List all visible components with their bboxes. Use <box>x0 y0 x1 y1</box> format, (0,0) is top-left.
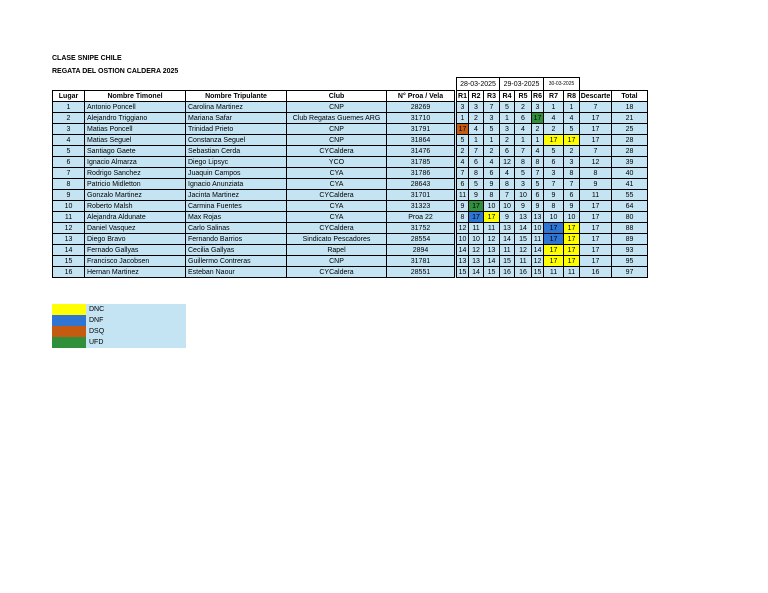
race-cell-r8: 4 <box>564 113 580 124</box>
tripulante-cell: Carmina Fuentes <box>186 201 287 212</box>
race-cell-r6: 6 <box>532 190 544 201</box>
table-row <box>53 234 648 245</box>
race-cell-r1: 7 <box>457 168 469 179</box>
total-cell: 97 <box>612 267 648 278</box>
table-row <box>53 267 648 278</box>
tripulante-cell: Trinidad Prieto <box>186 124 287 135</box>
timonel-cell: Matias Poncell <box>85 124 186 135</box>
descarte-cell: 7 <box>580 102 612 113</box>
club-cell: CNP <box>287 102 387 113</box>
descarte-cell: 17 <box>580 223 612 234</box>
race-cell-r3: 2 <box>484 146 500 157</box>
legend-swatch <box>52 326 86 337</box>
race-cell-r6: 8 <box>532 157 544 168</box>
race-cell-r2: 17 <box>469 201 484 212</box>
timonel-cell: Antonio Poncell <box>85 102 186 113</box>
race-cell-r4: 10 <box>500 201 515 212</box>
race-cell-r4: 4 <box>500 168 515 179</box>
race-cell-r5: 1 <box>515 135 532 146</box>
descarte-cell: 8 <box>580 168 612 179</box>
race-cell-r5: 7 <box>515 146 532 157</box>
race-cell-r8: 11 <box>564 267 580 278</box>
lugar-cell: 13 <box>53 234 85 245</box>
race-cell-r4: 12 <box>500 157 515 168</box>
total-cell: 28 <box>612 146 648 157</box>
race-cell-r5: 10 <box>515 190 532 201</box>
club-cell: CYCaldera <box>287 267 387 278</box>
timonel-cell: Santiago Gaete <box>85 146 186 157</box>
race-cell-r3: 17 <box>484 212 500 223</box>
tripulante-cell: Cecilia Gallyas <box>186 245 287 256</box>
proa-cell: Proa 22 <box>387 212 455 223</box>
proa-cell: 31781 <box>387 256 455 267</box>
race-cell-r8: 10 <box>564 212 580 223</box>
timonel-cell: Francisco Jacobsen <box>85 256 186 267</box>
legend-label: DNC <box>89 306 105 313</box>
legend-item <box>52 304 186 315</box>
table-row <box>53 157 648 168</box>
column-header-row <box>53 91 648 102</box>
proa-cell: 31701 <box>387 190 455 201</box>
race-cell-r3: 4 <box>484 157 500 168</box>
lugar-cell: 7 <box>53 168 85 179</box>
date-day-2: 29-03-2025 <box>500 78 544 91</box>
lugar-cell: 5 <box>53 146 85 157</box>
lugar-cell: 4 <box>53 135 85 146</box>
race-cell-r1: 13 <box>457 256 469 267</box>
tripulante-cell: Mariana Safar <box>186 113 287 124</box>
race-cell-r4: 15 <box>500 256 515 267</box>
race-cell-r7: 5 <box>544 146 564 157</box>
race-cell-r6: 2 <box>532 124 544 135</box>
total-cell: 25 <box>612 124 648 135</box>
descarte-cell: 17 <box>580 201 612 212</box>
table-row <box>53 179 648 190</box>
legend-item <box>52 315 186 326</box>
race-cell-r6: 5 <box>532 179 544 190</box>
lugar-cell: 2 <box>53 113 85 124</box>
proa-cell: 28269 <box>387 102 455 113</box>
total-cell: 28 <box>612 135 648 146</box>
race-cell-r4: 7 <box>500 190 515 201</box>
header-timonel: Nombre Timonel <box>85 91 186 102</box>
race-cell-r6: 3 <box>532 102 544 113</box>
header-r8: R8 <box>564 91 580 102</box>
tripulante-cell: Fernando Barrios <box>186 234 287 245</box>
total-cell: 88 <box>612 223 648 234</box>
header-total: Total <box>612 91 648 102</box>
race-cell-r2: 6 <box>469 157 484 168</box>
timonel-cell: Diego Bravo <box>85 234 186 245</box>
timonel-cell: Alejandro Triggiano <box>85 113 186 124</box>
race-cell-r6: 10 <box>532 223 544 234</box>
race-cell-r3: 11 <box>484 223 500 234</box>
race-cell-r2: 14 <box>469 267 484 278</box>
table-row <box>53 201 648 212</box>
race-cell-r5: 6 <box>515 113 532 124</box>
race-cell-r7: 17 <box>544 135 564 146</box>
header-r7: R7 <box>544 91 564 102</box>
club-cell: Rapel <box>287 245 387 256</box>
table-row <box>53 223 648 234</box>
proa-cell: 31476 <box>387 146 455 157</box>
descarte-cell: 17 <box>580 135 612 146</box>
race-cell-r2: 5 <box>469 179 484 190</box>
descarte-cell: 17 <box>580 113 612 124</box>
total-cell: 39 <box>612 157 648 168</box>
legend-swatch <box>52 304 86 315</box>
club-cell: CYCaldera <box>287 146 387 157</box>
race-cell-r3: 6 <box>484 168 500 179</box>
table-row <box>53 245 648 256</box>
race-cell-r7: 8 <box>544 201 564 212</box>
race-cell-r1: 4 <box>457 157 469 168</box>
race-cell-r7: 10 <box>544 212 564 223</box>
race-cell-r1: 12 <box>457 223 469 234</box>
race-cell-r4: 9 <box>500 212 515 223</box>
lugar-cell: 8 <box>53 179 85 190</box>
legend-label: DSQ <box>89 328 105 335</box>
race-cell-r7: 17 <box>544 256 564 267</box>
total-cell: 55 <box>612 190 648 201</box>
table-row <box>53 124 648 135</box>
race-cell-r2: 4 <box>469 124 484 135</box>
race-cell-r2: 17 <box>469 212 484 223</box>
header-r5: R5 <box>515 91 532 102</box>
timonel-cell: Rodrigo Sanchez <box>85 168 186 179</box>
race-cell-r1: 2 <box>457 146 469 157</box>
race-cell-r2: 13 <box>469 256 484 267</box>
table-row <box>53 212 648 223</box>
race-cell-r5: 8 <box>515 157 532 168</box>
timonel-cell: Daniel Vasquez <box>85 223 186 234</box>
tripulante-cell: Constanza Seguel <box>186 135 287 146</box>
race-cell-r7: 17 <box>544 245 564 256</box>
table-row <box>53 146 648 157</box>
race-cell-r5: 9 <box>515 201 532 212</box>
race-cell-r2: 12 <box>469 245 484 256</box>
club-cell: CNP <box>287 124 387 135</box>
document-title: CLASE SNIPE CHILE <box>52 55 122 62</box>
race-cell-r8: 5 <box>564 124 580 135</box>
header-r6: R6 <box>533 92 542 100</box>
club-cell: CNP <box>287 135 387 146</box>
results-table <box>52 77 648 278</box>
race-cell-r7: 17 <box>544 223 564 234</box>
header-club: Club <box>287 91 387 102</box>
race-cell-r5: 3 <box>515 179 532 190</box>
race-cell-r8: 8 <box>564 168 580 179</box>
lugar-cell: 6 <box>53 157 85 168</box>
descarte-cell: 16 <box>580 267 612 278</box>
proa-cell: 31752 <box>387 223 455 234</box>
header-proa: N° Proa / Vela <box>387 91 455 102</box>
race-cell-r8: 1 <box>564 102 580 113</box>
tripulante-cell: Ignacio Anunziata <box>186 179 287 190</box>
race-cell-r5: 4 <box>515 124 532 135</box>
race-cell-r2: 11 <box>469 223 484 234</box>
race-cell-r5: 5 <box>515 168 532 179</box>
race-cell-r7: 9 <box>544 190 564 201</box>
proa-cell: 28643 <box>387 179 455 190</box>
race-cell-r3: 1 <box>484 135 500 146</box>
race-cell-r7: 17 <box>544 234 564 245</box>
race-cell-r3: 14 <box>484 256 500 267</box>
race-cell-r1: 17 <box>457 124 469 135</box>
race-cell-r4: 8 <box>500 179 515 190</box>
race-cell-r7: 11 <box>544 267 564 278</box>
race-cell-r6: 17 <box>532 113 544 124</box>
timonel-cell: Patricio Midletton <box>85 179 186 190</box>
lugar-cell: 9 <box>53 190 85 201</box>
race-cell-r3: 9 <box>484 179 500 190</box>
table-row <box>53 102 648 113</box>
total-cell: 18 <box>612 102 648 113</box>
proa-cell: 2894 <box>387 245 455 256</box>
race-cell-r4: 16 <box>500 267 515 278</box>
tripulante-cell: Carolina Martinez <box>186 102 287 113</box>
lugar-cell: 10 <box>53 201 85 212</box>
race-cell-r8: 17 <box>564 245 580 256</box>
race-cell-r6: 11 <box>532 234 544 245</box>
race-cell-r1: 8 <box>457 212 469 223</box>
total-cell: 93 <box>612 245 648 256</box>
club-cell: CNP <box>287 256 387 267</box>
total-cell: 40 <box>612 168 648 179</box>
race-cell-r6: 15 <box>532 267 544 278</box>
total-cell: 80 <box>612 212 648 223</box>
race-cell-r6: 4 <box>532 146 544 157</box>
total-cell: 21 <box>612 113 648 124</box>
proa-cell: 28551 <box>387 267 455 278</box>
proa-cell: 31791 <box>387 124 455 135</box>
club-cell: CYA <box>287 201 387 212</box>
lugar-cell: 15 <box>53 256 85 267</box>
descarte-cell: 12 <box>580 157 612 168</box>
race-cell-r8: 17 <box>564 256 580 267</box>
race-cell-r5: 12 <box>515 245 532 256</box>
race-cell-r5: 13 <box>515 212 532 223</box>
header-r4: R4 <box>500 91 515 102</box>
lugar-cell: 14 <box>53 245 85 256</box>
legend-label: UFD <box>89 339 104 346</box>
race-cell-r7: 4 <box>544 113 564 124</box>
race-cell-r3: 10 <box>484 201 500 212</box>
total-cell: 89 <box>612 234 648 245</box>
lugar-cell: 16 <box>53 267 85 278</box>
legend <box>52 304 186 348</box>
race-cell-r2: 10 <box>469 234 484 245</box>
race-cell-r3: 3 <box>484 113 500 124</box>
tripulante-cell: Diego Lipsyc <box>186 157 287 168</box>
race-cell-r2: 9 <box>469 190 484 201</box>
tripulante-cell: Guillermo Contreras <box>186 256 287 267</box>
timonel-cell: Roberto Malsh <box>85 201 186 212</box>
descarte-cell: 11 <box>580 190 612 201</box>
race-cell-r8: 17 <box>564 234 580 245</box>
lugar-cell: 11 <box>53 212 85 223</box>
race-cell-r7: 7 <box>544 179 564 190</box>
descarte-cell: 7 <box>580 146 612 157</box>
tripulante-cell: Sebastian Cerda <box>186 146 287 157</box>
descarte-cell: 17 <box>580 234 612 245</box>
proa-cell: 31786 <box>387 168 455 179</box>
race-cell-r4: 6 <box>500 146 515 157</box>
race-cell-r4: 5 <box>500 102 515 113</box>
race-cell-r2: 8 <box>469 168 484 179</box>
race-cell-r5: 2 <box>515 102 532 113</box>
header-r3: R3 <box>484 91 500 102</box>
race-cell-r5: 16 <box>515 267 532 278</box>
legend-swatch <box>52 337 86 348</box>
race-cell-r8: 17 <box>564 223 580 234</box>
race-cell-r8: 3 <box>564 157 580 168</box>
race-cell-r7: 3 <box>544 168 564 179</box>
descarte-cell: 17 <box>580 245 612 256</box>
race-cell-r3: 5 <box>484 124 500 135</box>
club-cell: CYA <box>287 168 387 179</box>
race-cell-r3: 8 <box>484 190 500 201</box>
club-cell: Club Regatas Guemes ARG <box>287 113 387 124</box>
race-cell-r7: 1 <box>544 102 564 113</box>
descarte-cell: 17 <box>580 212 612 223</box>
race-cell-r3: 7 <box>484 102 500 113</box>
document-subtitle: REGATA DEL OSTION CALDERA 2025 <box>52 68 179 75</box>
proa-cell: 28554 <box>387 234 455 245</box>
date-header-row <box>53 78 648 91</box>
header-r1: R1 <box>458 92 467 100</box>
club-cell: CYCaldera <box>287 223 387 234</box>
tripulante-cell: Juaquin Campos <box>186 168 287 179</box>
table-row <box>53 135 648 146</box>
race-cell-r5: 15 <box>515 234 532 245</box>
club-cell: CYCaldera <box>287 190 387 201</box>
date-day-1: 28-03-2025 <box>457 78 500 91</box>
header-lugar: Lugar <box>53 91 85 102</box>
total-cell: 95 <box>612 256 648 267</box>
total-cell: 41 <box>612 179 648 190</box>
tripulante-cell: Max Rojas <box>186 212 287 223</box>
legend-swatch <box>52 315 86 326</box>
race-cell-r2: 2 <box>469 113 484 124</box>
total-cell: 64 <box>612 201 648 212</box>
race-cell-r1: 1 <box>457 113 469 124</box>
race-cell-r8: 6 <box>564 190 580 201</box>
legend-label: DNF <box>89 317 104 324</box>
table-row <box>53 113 648 124</box>
race-cell-r1: 11 <box>457 190 469 201</box>
timonel-cell: Fernado Gallyas <box>85 245 186 256</box>
table-row <box>53 168 648 179</box>
club-cell: Sindicato Pescadores <box>287 234 387 245</box>
race-cell-r1: 14 <box>457 245 469 256</box>
legend-item <box>52 326 186 337</box>
race-cell-r6: 1 <box>532 135 544 146</box>
race-cell-r8: 2 <box>564 146 580 157</box>
race-cell-r8: 7 <box>564 179 580 190</box>
lugar-cell: 3 <box>53 124 85 135</box>
proa-cell: 31785 <box>387 157 455 168</box>
proa-cell: 31323 <box>387 201 455 212</box>
timonel-cell: Matias Seguel <box>85 135 186 146</box>
race-cell-r1: 6 <box>457 179 469 190</box>
timonel-cell: Hernan Martinez <box>85 267 186 278</box>
timonel-cell: Gonzalo Martinez <box>85 190 186 201</box>
tripulante-cell: Esteban Naour <box>186 267 287 278</box>
club-cell: YCO <box>287 157 387 168</box>
race-cell-r6: 9 <box>532 201 544 212</box>
race-cell-r2: 3 <box>469 102 484 113</box>
race-cell-r4: 13 <box>500 223 515 234</box>
race-cell-r6: 12 <box>532 256 544 267</box>
date-day-3: 30-03-2025 <box>544 78 580 91</box>
race-cell-r4: 14 <box>500 234 515 245</box>
descarte-cell: 9 <box>580 179 612 190</box>
descarte-cell: 17 <box>580 124 612 135</box>
race-cell-r6: 14 <box>532 245 544 256</box>
club-cell: CYA <box>287 179 387 190</box>
timonel-cell: Ignacio Almarza <box>85 157 186 168</box>
race-cell-r7: 2 <box>544 124 564 135</box>
table-row <box>53 256 648 267</box>
race-cell-r3: 12 <box>484 234 500 245</box>
proa-cell: 31864 <box>387 135 455 146</box>
race-cell-r5: 11 <box>515 256 532 267</box>
proa-cell: 31710 <box>387 113 455 124</box>
descarte-cell: 17 <box>580 256 612 267</box>
race-cell-r1: 5 <box>457 135 469 146</box>
legend-item <box>52 337 186 348</box>
race-cell-r1: 3 <box>457 102 469 113</box>
tripulante-cell: Carlo Salinas <box>186 223 287 234</box>
club-cell: CYA <box>287 212 387 223</box>
race-cell-r3: 13 <box>484 245 500 256</box>
race-cell-r4: 2 <box>500 135 515 146</box>
race-cell-r4: 3 <box>500 124 515 135</box>
race-cell-r1: 10 <box>457 234 469 245</box>
race-cell-r6: 13 <box>532 212 544 223</box>
header-r2: R2 <box>469 91 484 102</box>
race-cell-r3: 15 <box>484 267 500 278</box>
race-cell-r1: 15 <box>457 267 469 278</box>
race-cell-r2: 7 <box>469 146 484 157</box>
race-cell-r7: 6 <box>544 157 564 168</box>
header-tripulante: Nombre Tripulante <box>186 91 287 102</box>
race-cell-r8: 17 <box>564 135 580 146</box>
race-cell-r6: 7 <box>532 168 544 179</box>
race-cell-r8: 9 <box>564 201 580 212</box>
race-cell-r4: 1 <box>500 113 515 124</box>
race-cell-r5: 14 <box>515 223 532 234</box>
lugar-cell: 1 <box>53 102 85 113</box>
race-cell-r4: 11 <box>500 245 515 256</box>
race-cell-r1: 9 <box>457 201 469 212</box>
table-row <box>53 190 648 201</box>
timonel-cell: Alejandra Aldunate <box>85 212 186 223</box>
header-descarte: Descarte <box>580 92 611 100</box>
race-cell-r2: 1 <box>469 135 484 146</box>
tripulante-cell: Jacinta Martinez <box>186 190 287 201</box>
lugar-cell: 12 <box>53 223 85 234</box>
